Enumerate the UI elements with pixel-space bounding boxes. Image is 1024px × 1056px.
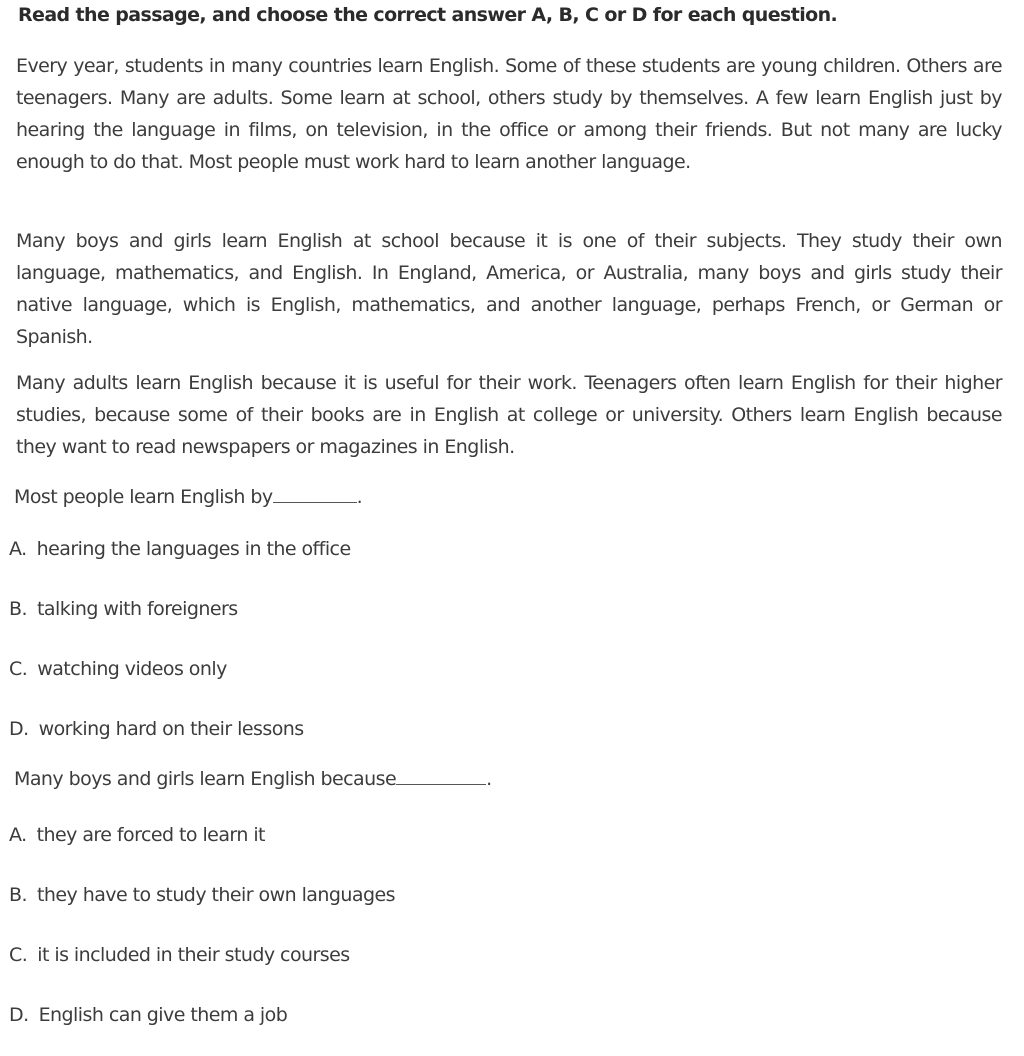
- option-letter: D.: [9, 1004, 29, 1026]
- question-1-option-c[interactable]: [9, 658, 227, 680]
- question-1-option-b[interactable]: [9, 598, 238, 620]
- answer-blank: [273, 488, 357, 503]
- option-letter: B.: [9, 884, 27, 906]
- question-2-stem: Many boys and girls learn English because: [14, 768, 397, 790]
- question-2-option-d[interactable]: [9, 1004, 287, 1026]
- option-text: English can give them a job: [38, 1004, 288, 1026]
- question-1: [14, 486, 362, 508]
- option-text: talking with foreigners: [36, 598, 238, 620]
- instruction-heading: Read the passage, and choose the correct answer A, B, C or D for each question.: [18, 4, 838, 26]
- option-text: working hard on their lessons: [38, 718, 304, 740]
- passage-paragraph-2: Many boys and girls learn English at school because it is one of their subjects. They study their own language, mathematics, and English. In England, America, or Australia, many boys and girls study their native language, which is English, mathematics, and another language, perhaps French, or German or Spanish.: [16, 230, 1002, 348]
- option-text: they are forced to learn it: [36, 824, 265, 846]
- option-text: watching videos only: [37, 658, 227, 680]
- question-1-end: .: [356, 486, 363, 508]
- question-2-option-c[interactable]: [9, 944, 350, 966]
- option-letter: C.: [9, 944, 28, 966]
- question-2-end: .: [486, 768, 492, 790]
- question-1-stem: Most people learn English by: [14, 486, 273, 508]
- question-2-option-a[interactable]: [9, 824, 265, 846]
- question-1-option-a[interactable]: [9, 538, 351, 560]
- question-2-option-b[interactable]: [9, 884, 395, 906]
- option-text: they have to study their own languages: [36, 884, 395, 906]
- answer-blank: [396, 770, 486, 785]
- option-text: it is included in their study courses: [37, 944, 350, 966]
- passage-paragraph-1: Every year, students in many countries learn English. Some of these students are young children. Others are teenagers. Many are adults. Some learn at school, others study by themselves. A few learn English just by hearing the language in films, on television, in the office or among their friends. But not many are lucky enough to do that. Most people must work hard to learn another language.: [16, 55, 1002, 173]
- option-text: hearing the languages in the office: [36, 538, 351, 560]
- option-letter: D.: [9, 718, 29, 740]
- passage-paragraph-3: Many adults learn English because it is useful for their work. Teenagers often learn English for their higher studies, because some of their books are in English at college or university. Others learn English because they want to read newspapers or magazines in English.: [16, 372, 1002, 458]
- option-letter: B.: [9, 598, 27, 620]
- option-letter: A.: [9, 824, 27, 846]
- question-1-option-d[interactable]: [9, 718, 304, 740]
- option-letter: C.: [9, 658, 28, 680]
- option-letter: A.: [9, 538, 27, 560]
- question-2: [14, 768, 492, 790]
